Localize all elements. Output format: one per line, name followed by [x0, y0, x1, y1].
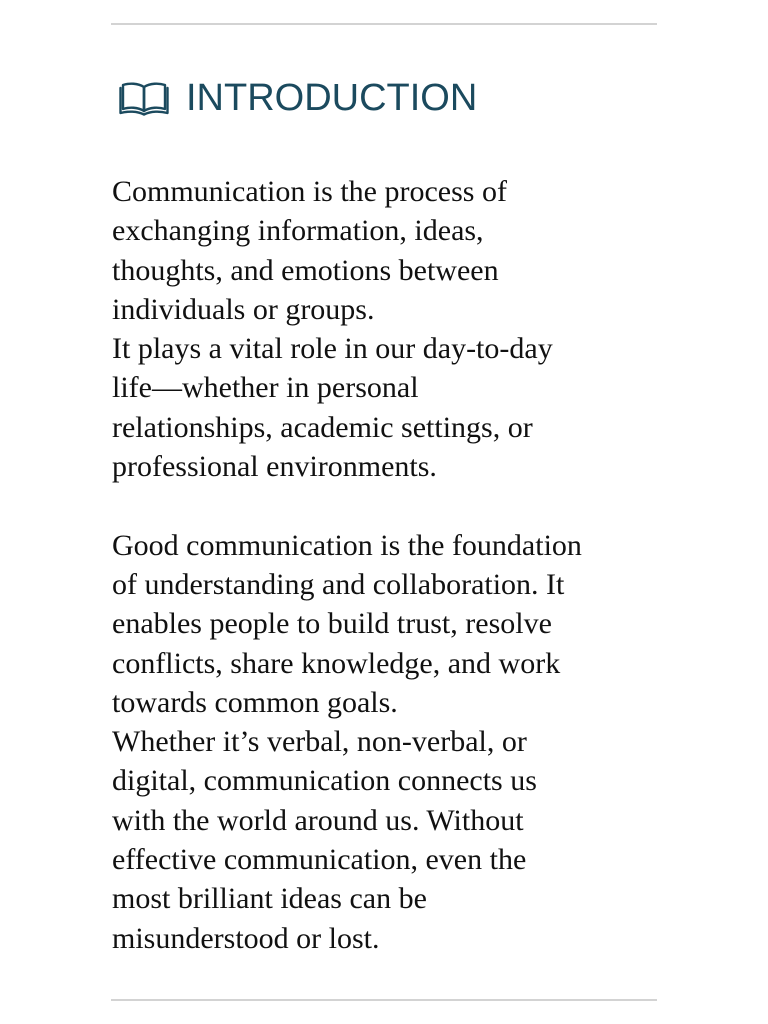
bottom-divider: [111, 999, 657, 1001]
text-line: effective communication, even the: [112, 843, 527, 877]
text-line: towards common goals.: [112, 685, 398, 719]
open-book-icon: [119, 79, 169, 117]
text-line: individuals or groups.: [112, 292, 375, 326]
text-line: enables people to build trust, resolve: [112, 607, 552, 641]
text-line: misunderstood or lost.: [112, 921, 380, 955]
paragraph-1: [112, 172, 672, 486]
text-line: Communication is the process of: [112, 175, 507, 208]
paragraph-spacer: [112, 486, 672, 525]
page-title: INTRODUCTION: [186, 77, 478, 119]
text-line: most brilliant ideas can be: [112, 882, 427, 916]
text-line: It plays a vital role in our day-to-day: [112, 332, 553, 366]
text-line: thoughts, and emotions between: [112, 253, 499, 287]
text-line: Whether it’s verbal, non-verbal, or: [112, 725, 527, 759]
section-heading: [119, 72, 477, 124]
text-line: exchanging information, ideas,: [112, 214, 484, 248]
text-line: relationships, academic settings, or: [112, 410, 533, 444]
text-line: life—whether in personal: [112, 371, 419, 405]
paragraph-2: [112, 526, 672, 958]
text-line: with the world around us. Without: [112, 803, 524, 837]
top-divider: [111, 23, 657, 25]
body-text: [112, 172, 672, 958]
text-line: Good communication is the foundation: [112, 528, 582, 562]
text-line: conflicts, share knowledge, and work: [112, 646, 561, 680]
text-line: professional environments.: [112, 450, 437, 484]
text-line: digital, communication connects us: [112, 764, 537, 798]
text-line: of understanding and collaboration. It: [112, 567, 565, 601]
